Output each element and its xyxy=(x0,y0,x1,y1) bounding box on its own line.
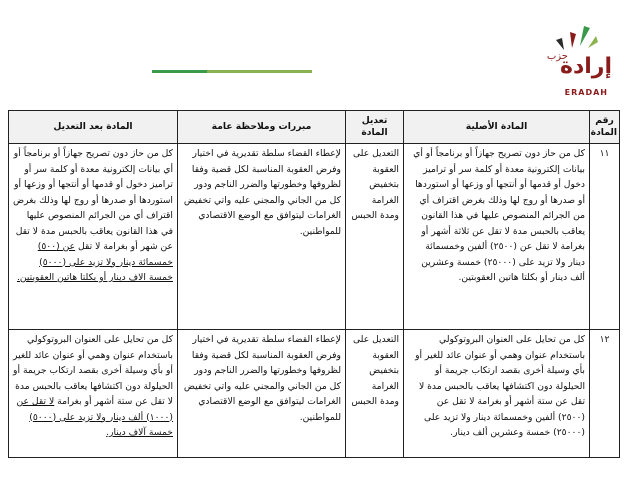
header-original-article: المادة الأصلية xyxy=(404,111,590,144)
header-article-after: المادة بعد التعديل xyxy=(9,111,178,144)
eradah-logo xyxy=(540,20,614,104)
cell-amendment: التعديل على العقوبة بتخفيض الغرامة ومدة الحبس xyxy=(346,144,404,330)
accent-lightgreen xyxy=(207,70,312,73)
cell-article-number: ١١ xyxy=(590,144,620,330)
cell-justification: لإعطاء القضاء سلطة تقديرية في اختيار وفرض العقوبة المناسبة لكل قضية وفقا لظروفها وخطورتها والضرر الناجم ودور كل من الجاني والمجني عليه واتي تخفيض الغرامات ليتوافق مع الوضع الاقتصادي للمواطنين. xyxy=(178,144,346,330)
cell-original-article: كل من حاز دون تصريح جهازاً أو برنامجاً أو أي بيانات إلكترونية معدة أو كلمة سر أو ترامیز دخول أو قدمها أو أنتجها أو وزعها أو استوردها أو صدرها أو روج لها وذلك بغرض اقتراف أي من الجرائم المنصوص عليها في هذا القانون يعاقب بالحبس مدة لا تقل عن ثلاثة أشهر أو بغرامة لا تقل عن (٢٥٠٠) ألفين وخمسمائة دينار ولا تزيد على (٢٥٠٠٠) خمسة وعشرين ألف دينار أو بكلتا هاتين العقوبتين. xyxy=(404,144,590,330)
logo-name-ar: إرادة xyxy=(559,54,612,79)
table-header-row xyxy=(9,111,620,144)
header-article-number: رقم المادة xyxy=(590,111,620,144)
cell-article-after xyxy=(9,330,178,458)
after-text: كل من تحايل على العنوان البروتوكولي باستخدام عنوان وهمي أو عنوان عائد للغير أو بأي وسيلة أخرى بقصد ارتكاب جريمة أو الحيلولة دون اكتشافها يعاقب بالحبس مدة لا تقل عن ستة أشهر أو بغرامة xyxy=(13,334,173,407)
header-accent-line xyxy=(152,70,312,73)
logo-name-en: ERADAH xyxy=(564,88,608,97)
accent-green xyxy=(152,70,207,73)
logo-party-word: حزب xyxy=(546,51,568,62)
header-justification: مبررات وملاحظة عامة xyxy=(178,111,346,144)
cell-article-after xyxy=(9,144,178,330)
header-amendment: تعديل المادة xyxy=(346,111,404,144)
table-row xyxy=(9,144,620,330)
cell-article-number: ١٢ xyxy=(590,330,620,458)
after-underlined-text: لا تقل عن (١٠٠٠) ألف دينار ولا تزيد على (٥٠٠٠) خمسة آلاف دينار. xyxy=(16,396,173,438)
cell-original-article: كل من تحايل على العنوان البروتوكولي باستخدام عنوان وهمي أو عنوان عائد للغير أو بأي وسيلة أخرى بقصد ارتكاب جريمة أو الحيلولة دون اكتشافها يعاقب بالحبس مدة لا تقل عن ستة أشهر أو بغرامة لا تقل عن (٢٥٠٠) ألفين وخمسمائة دينار ولا تزيد على (٢٥٠٠٠) خمسة وعشرين ألف دينار. xyxy=(404,330,590,458)
after-text: كل من حاز دون تصريح جهازاً أو برنامجاً أو أي بيانات إلكترونية معدة أو كلمة سر أو ترامیز دخول أو قدمها أو أنتجها أو وزعها أو استوردها أو صدرها أو روج لها وذلك بغرض اقتراف أي من الجرائم المنصوص عليها في هذا القانون يعاقب بالحبس مدة لا تقل عن شهر أو بغرامة لا تقل xyxy=(13,148,173,252)
logo-mark-icon xyxy=(550,20,600,52)
after-underlined-text: عن (٥٠٠) خمسمائة دينار ولا تزيد على (٥٠٠٠) خمسة الاف دينار أو بكلتا هاتين العقوبتين. xyxy=(16,241,173,283)
cell-justification: لإعطاء القضاء سلطة تقديرية في اختيار وفرض العقوبة المناسبة لكل قضية وفقا لظروفها وخطورتها والضرر الناجم ودور كل من الجاني والمجني عليه واتي تخفيض الغرامات ليتوافق مع الوضع الاقتصادي للمواطنين. xyxy=(178,330,346,458)
table-row xyxy=(9,330,620,458)
amendments-table xyxy=(8,110,620,458)
cell-amendment: التعديل على العقوبة بتخفيض الغرامة ومدة الحبس xyxy=(346,330,404,458)
